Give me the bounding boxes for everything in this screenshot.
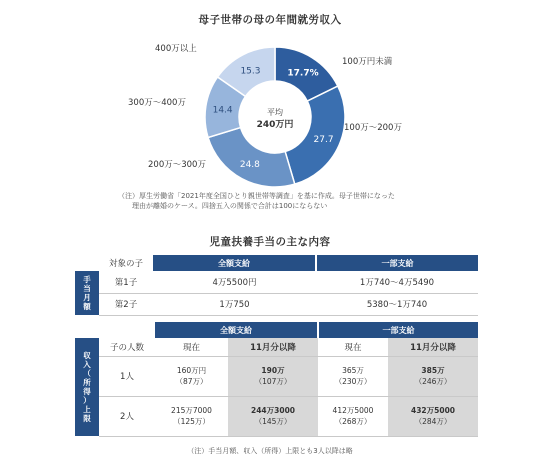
- table-title: 児童扶養手当の主な内容: [209, 236, 331, 248]
- side-label-text: 収 入 （ 所 得 ） 上 限: [83, 351, 91, 423]
- chart-title: 母子世帯の母の年間就労収入: [198, 14, 342, 26]
- table-cell: 4万5500円: [153, 271, 316, 293]
- slice-value-label: 15.3: [240, 66, 261, 77]
- table-cell: 5380～1万740: [316, 293, 478, 315]
- table-cell: 160万円 （87万）: [155, 356, 228, 396]
- table-cell: 1万740～4万5490: [316, 271, 478, 293]
- center-label: 240万円: [256, 120, 294, 130]
- slice-value-label: 17.7%: [287, 68, 319, 79]
- column-header: 11月分以降: [228, 338, 318, 356]
- chart-note-line: 理由が離婚のケース。四捨五入の関係で合計は100にならない: [132, 202, 328, 210]
- column-header: 現在: [155, 338, 228, 356]
- column-header: 対象の子: [108, 259, 143, 269]
- slice-category-label: 300万～400万: [128, 98, 186, 108]
- income-limit-table: [75, 322, 478, 437]
- table-cell: 1万750: [153, 293, 316, 315]
- group-header: 全額支給: [155, 322, 318, 338]
- slice-value-label: 24.8: [239, 160, 260, 171]
- donut-slice: [208, 128, 295, 187]
- row-label: 1人: [99, 356, 155, 396]
- slice-category-label: 100万～200万: [344, 123, 402, 133]
- slice-category-label: 400万以上: [155, 44, 197, 54]
- column-header: 11月分以降: [388, 338, 478, 356]
- slice-value-label: 14.4: [212, 105, 233, 116]
- table-cell: 365万 （230万）: [318, 356, 388, 396]
- column-header: 全額支給: [153, 255, 316, 271]
- side-label-income: [75, 338, 99, 436]
- row-label: 第2子: [99, 293, 153, 315]
- table-cell: 244万3000 （145万）: [228, 396, 318, 436]
- table-cell: 215万7000 （125万）: [155, 396, 228, 436]
- table-cell: 432万5000 （284万）: [388, 396, 478, 436]
- row-label: 第1子: [99, 271, 153, 293]
- row-label: 2人: [99, 396, 155, 436]
- side-label-monthly: [75, 271, 99, 315]
- donut-chart: [110, 27, 440, 207]
- table-cell: 190万 （107万）: [228, 356, 318, 396]
- group-header: 一部支給: [318, 322, 478, 338]
- chart-note-line: （注）厚生労働省「2021年度全国ひとり親世帯等調査」を基に作成。母子世帯になった: [118, 192, 395, 200]
- table-cell: 385万 （246万）: [388, 356, 478, 396]
- table-cell: 412万5000 （268万）: [318, 396, 388, 436]
- slice-category-label: 200万～300万: [148, 160, 206, 170]
- side-label-text: 手 当 月 額: [83, 275, 91, 311]
- chart-note: [118, 191, 448, 211]
- column-header: 子の人数: [99, 338, 155, 356]
- table-note: （注）手当月額、収入（所得）上限とも3人以降は略: [187, 447, 353, 455]
- column-header: 一部支給: [316, 255, 478, 271]
- allowance-table: [75, 255, 478, 316]
- slice-value-label: 27.7: [313, 134, 334, 145]
- center-label: 平均: [267, 108, 283, 117]
- slice-category-label: 100万円未満: [342, 57, 393, 67]
- column-header: 現在: [318, 338, 388, 356]
